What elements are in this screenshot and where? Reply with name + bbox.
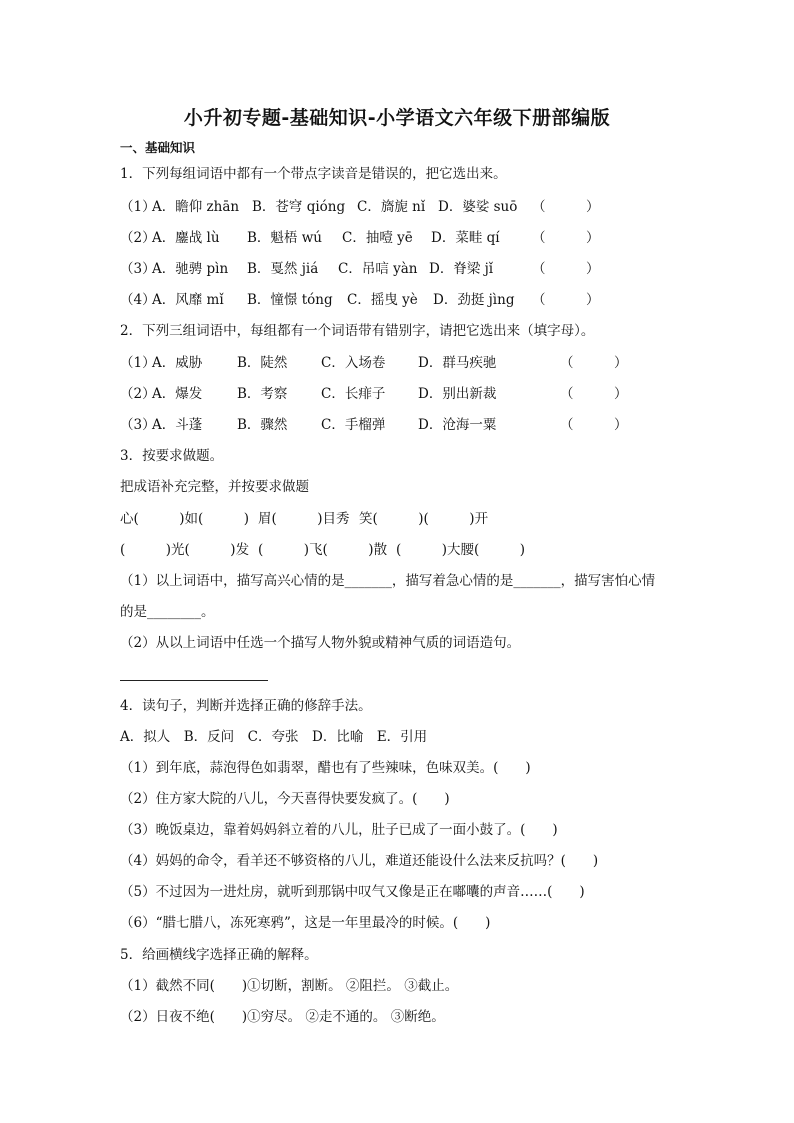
answer-line[interactable] [120, 680, 268, 681]
answer-blank[interactable]: （ ） [560, 355, 628, 371]
page-title: 小升初专题-基础知识-小学语文六年级下册部编版 [183, 107, 611, 129]
q4-item-6[interactable]: （6）“腊七腊八，冻死寒鸦”，这是一年里最冷的时候。( ) [120, 915, 491, 931]
item-number: （1） [120, 355, 156, 371]
q4-item-3[interactable]: （3）晚饭桌边，靠着妈妈斜立着的八儿，肚子已成了一面小鼓了。( ) [120, 822, 558, 838]
question-3-sub-1-cont[interactable]: 的是________。 [120, 604, 215, 620]
answer-blank[interactable]: （ ） [532, 199, 600, 215]
q5-item-1[interactable]: （1）截然不同( )①切断，割断。 ②阻拦。 ③截止。 [120, 978, 459, 994]
q4-item-2[interactable]: （2）住方家大院的八儿，今天喜得快要发疯了。( ) [120, 791, 450, 807]
option-b: B．魁梧 wú [247, 230, 322, 246]
item-number: （2） [120, 230, 156, 246]
option-b: B．考察 [237, 386, 288, 402]
question-2-prompt: 2．下列三组词语中，每组都有一个词语带有错别字，请把它选出来（填字母）。 [120, 323, 595, 339]
answer-blank[interactable]: （ ） [532, 230, 600, 246]
option-c: C．摇曳 yè [347, 292, 418, 308]
idiom-blank[interactable]: ( )光( )发 [120, 542, 250, 558]
option-b: B．陡然 [237, 355, 288, 371]
answer-blank[interactable]: （ ） [532, 261, 600, 277]
answer-blank[interactable]: （ ） [560, 417, 628, 433]
question-1-prompt: 1．下列每组词语中都有一个带点字读音是错误的，把它选出来。 [120, 166, 507, 182]
idiom-blank[interactable]: ( )大腰( ) [396, 542, 526, 558]
item-number: （4） [120, 292, 156, 308]
option-a: A．斗蓬 [152, 417, 203, 433]
q4-item-1[interactable]: （1）到年底，蒜泡得色如翡翠，醋也有了些辣味，色味双美。( ) [120, 760, 531, 776]
option-a: A．瞻仰 zhān [152, 199, 240, 215]
option-d: D．菜畦 qí [431, 230, 500, 246]
option-c: C．抽噎 yē [342, 230, 413, 246]
option-a: A．鏖战 lù [152, 230, 220, 246]
option-d: D．沧海一粟 [418, 417, 497, 433]
section-heading: 一、基础知识 [120, 140, 196, 155]
rhetoric-options: A．拟人 B．反问 C．夸张 D．比喻 E．引用 [120, 729, 428, 745]
question-4-prompt: 4．读句子，判断并选择正确的修辞手法。 [120, 698, 372, 714]
q4-item-5[interactable]: （5）不过因为一进灶房，就听到那锅中叹气又像是正在嘟囔的声音……( ) [120, 884, 585, 900]
item-number: （1） [120, 199, 156, 215]
q4-item-4[interactable]: （4）妈妈的命令，看羊还不够资格的八儿，难道还能设什么法来反抗吗？( ) [120, 853, 599, 869]
item-number: （3） [120, 261, 156, 277]
option-c: C．入场卷 [321, 355, 386, 371]
option-a: A．驰骋 pìn [152, 261, 229, 277]
option-d: D．群马疾驰 [418, 355, 497, 371]
idiom-blank[interactable]: 笑( )( )开 [359, 511, 489, 527]
option-a: A．风靡 mǐ [152, 292, 224, 308]
option-d: D．别出新裁 [418, 386, 497, 402]
option-c: C．长痱子 [321, 386, 386, 402]
answer-blank[interactable]: （ ） [532, 292, 600, 308]
idiom-blank[interactable]: 眉( )目秀 [258, 511, 350, 527]
answer-blank[interactable]: （ ） [560, 386, 628, 402]
question-3-sub-2: （2）从以上词语中任选一个描写人物外貌或精神气质的词语造句。 [120, 635, 521, 651]
option-d: D．脊梁 jǐ [429, 261, 494, 277]
question-3-instruction: 把成语补充完整，并按要求做题 [120, 479, 309, 495]
option-b: B．苍穹 qióng [252, 199, 346, 215]
option-a: A．爆发 [152, 386, 203, 402]
option-c: C．吊唁 yàn [338, 261, 418, 277]
option-b: B．憧憬 tóng [247, 292, 333, 308]
question-5-prompt: 5．给画横线字选择正确的解释。 [120, 947, 318, 963]
option-d: D．婆娑 suō [438, 199, 518, 215]
option-b: B．戛然 jiá [247, 261, 319, 277]
item-number: （3） [120, 417, 156, 433]
option-c: C．旖旎 nǐ [357, 199, 426, 215]
idiom-blank[interactable]: ( )飞( )散 [258, 542, 388, 558]
question-3-prompt: 3．按要求做题。 [120, 448, 224, 464]
idiom-blank[interactable]: 心( )如( ) [120, 511, 250, 527]
item-number: （2） [120, 386, 156, 402]
option-d: D．劲挺 jìng [433, 292, 515, 308]
option-a: A．威胁 [152, 355, 203, 371]
option-b: B．骤然 [237, 417, 288, 433]
option-c: C．手榴弹 [321, 417, 386, 433]
q5-item-2[interactable]: （2）日夜不绝( )①穷尽。 ②走不通的。 ③断绝。 [120, 1009, 445, 1025]
question-3-sub-1[interactable]: （1）以上词语中，描写高兴心情的是_______，描写着急心情的是_______，描写害怕心情 [120, 573, 656, 589]
